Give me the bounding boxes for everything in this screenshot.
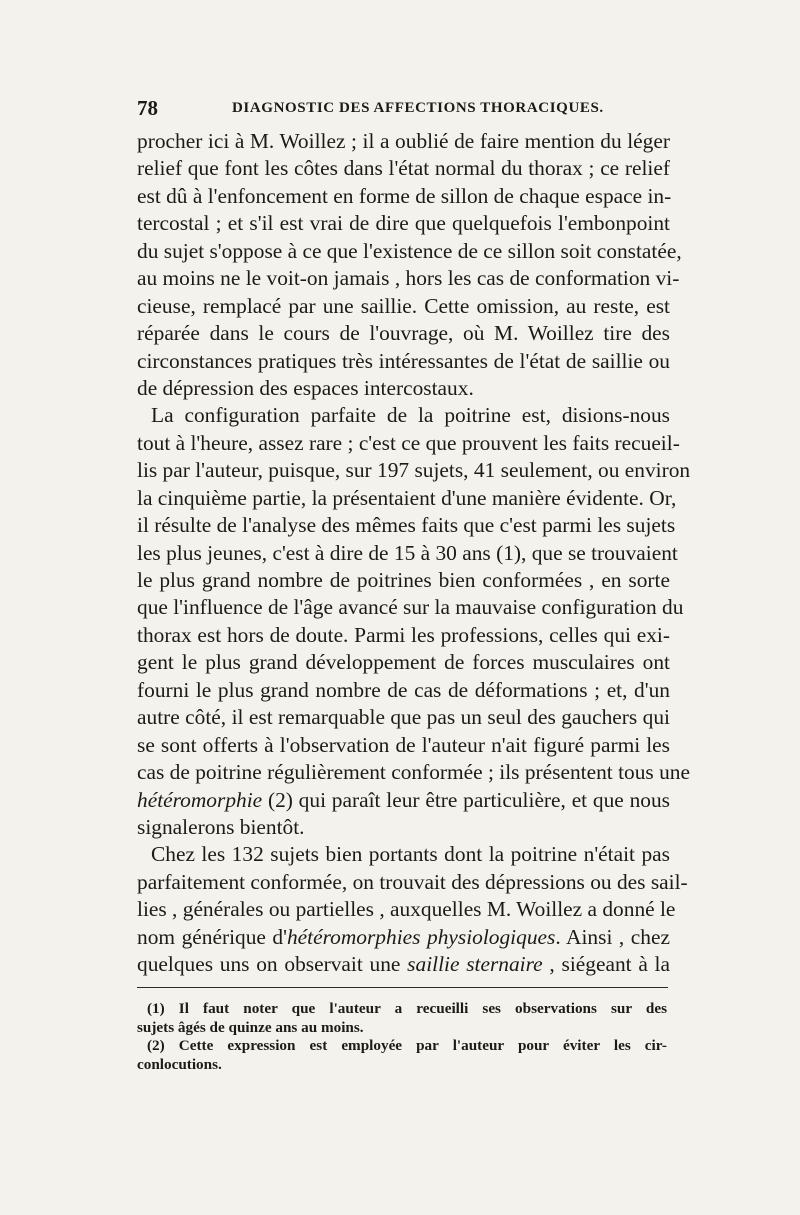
text-line: que l'influence de l'âge avancé sur la mauvaise configuration du [137, 595, 684, 620]
text-line: les plus jeunes, c'est à dire de 15 à 30 ans (1), que se trouvaient [137, 540, 678, 565]
text-line: au moins ne le voit-on jamais , hors les cas de conformation vi- [137, 266, 680, 291]
text-line: tercostal ; et s'il est vrai de dire que quelquefois l'embonpoint [137, 211, 670, 236]
text-line: autre côté, il est remarquable que pas un seul des gauchers qui [137, 705, 670, 730]
text-line: le plus grand nombre de poitrines bien conformées , en sorte [137, 568, 670, 592]
footnotes [137, 1000, 667, 1074]
footnote-rule [137, 987, 668, 988]
footnote-line: sujets âgés de quinze ans au moins. [137, 1018, 364, 1036]
text-line: fourni le plus grand nombre de cas de déformations ; et, d'un [137, 677, 670, 702]
text-line: hétéromorphie (2) qui paraît leur être particulière, et que nous [137, 787, 670, 812]
text-line: cieuse, remplacé par une saillie. Cette omission, au reste, est [137, 293, 670, 318]
text-line: signalerons bientôt. [137, 814, 305, 839]
text-line: Chez les 132 sujets bien portants dont la poitrine n'était pas [151, 842, 670, 867]
footnote-line: (1) Il faut noter que l'auteur a recueilli ses observations sur des [147, 1000, 667, 1017]
text-line: La configuration parfaite de la poitrine est, disions-nous [151, 403, 670, 428]
text-line: relief que font les côtes dans l'état normal du thorax ; ce relief [137, 156, 670, 181]
text-line: circonstances pratiques très intéressantes de l'état de saillie ou [137, 348, 670, 373]
text-line: se sont offerts à l'observation de l'auteur n'ait figuré parmi les [137, 732, 670, 757]
running-head: DIAGNOSTIC DES AFFECTIONS THORACIQUES. [232, 100, 604, 116]
text-line: tout à l'heure, assez rare ; c'est ce que prouvent les faits recueil- [137, 430, 680, 455]
footnote-line: conlocutions. [137, 1055, 222, 1073]
text-line: de dépression des espaces intercostaux. [137, 375, 474, 400]
text-line: est dû à l'enfoncement en forme de sillon de chaque espace in- [137, 183, 672, 208]
text-line: cas de poitrine régulièrement conformée ; ils présentent tous une [137, 760, 690, 785]
text-line: la cinquième partie, la présentaient d'une manière évidente. Or, [137, 485, 677, 510]
text-line: gent le plus grand développement de forces musculaires ont [137, 650, 670, 675]
text-line: thorax est hors de doute. Parmi les professions, celles qui exi- [137, 622, 670, 647]
body-text [137, 128, 691, 979]
text-line: du sujet s'oppose à ce que l'existence de ce sillon soit constatée, [137, 238, 682, 263]
text-line: parfaitement conformée, on trouvait des dépressions ou des sail- [137, 869, 688, 894]
text-line: quelques uns on observait une saillie sternaire , siégeant à la [137, 952, 670, 977]
text-line: procher ici à M. Woillez ; il a oublié de faire mention du léger [137, 129, 670, 153]
text-line: lis par l'auteur, puisque, sur 197 sujets, 41 seulement, ou environ [137, 458, 691, 483]
page-header [137, 96, 677, 124]
text-line: il résulte de l'analyse des mêmes faits que c'est parmi les sujets [137, 513, 676, 538]
footnote-line: (2) Cette expression est employée par l'auteur pour éviter les cir- [147, 1037, 667, 1055]
text-line: réparée dans le cours de l'ouvrage, où M. Woillez tire des [137, 321, 670, 346]
text-line: lies , générales ou partielles , auxquelles M. Woillez a donné le [137, 897, 676, 922]
page-number: 78 [137, 96, 158, 120]
text-line: nom générique d'hétéromorphies physiologiques. Ainsi , chez [137, 924, 670, 949]
